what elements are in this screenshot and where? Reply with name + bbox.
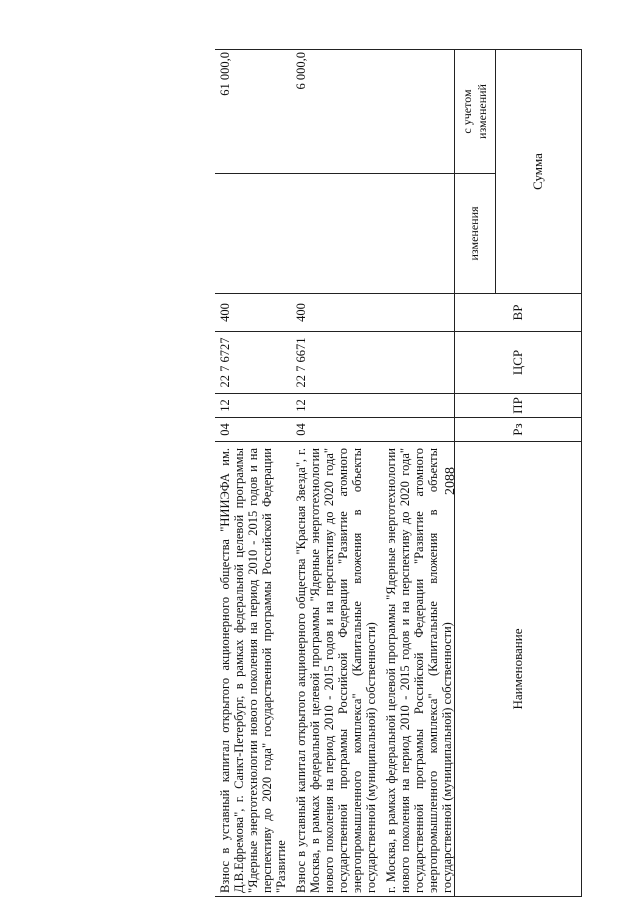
header-csr: ЦСР <box>455 332 582 394</box>
header-with-changes <box>455 50 496 174</box>
row-pr <box>381 394 455 418</box>
row-changes <box>291 174 381 294</box>
header-with-changes-line2: изменений <box>475 84 489 139</box>
row-total <box>381 50 455 174</box>
row-rz: 04 <box>291 418 381 442</box>
row-changes <box>381 174 455 294</box>
row-rz: 04 <box>215 418 291 442</box>
row-csr: 22 7 6727 <box>215 332 291 394</box>
row-name: Взнос в уставный капитал открытого акционерного общества "НИИЭФА им. Д.В.Ефремова", г. Санкт-Петербург, в рамках федеральной целевой программы "Ядерные энерготехнологии нового поколения на период 2010 - 2015 годов и на перспективу до 2020 года" государственной программы Российской Федерации "Развитие <box>215 442 291 897</box>
row-vr: 400 <box>215 294 291 332</box>
row-rz <box>381 418 455 442</box>
row-csr: 22 7 6671 <box>291 332 381 394</box>
row-csr <box>381 332 455 394</box>
row-changes <box>215 174 291 294</box>
page-number: 2088 <box>443 467 458 495</box>
header-pr: ПР <box>455 394 582 418</box>
header-rz: Рз <box>455 418 582 442</box>
row-pr: 12 <box>291 394 381 418</box>
row-pr: 12 <box>215 394 291 418</box>
header-sum: Сумма <box>496 50 582 294</box>
row-name: Взнос в уставный капитал открытого акционерного общества "Красная Звезда", г. Москва, в рамках федеральной целевой программы "Ядерные энерготехнологии нового поколения на период 2010 - 2015 годов и на перспективу до 2020 года" государственной программы Российской Федерации "Развитие атомного энергопромышленного комплекса" (Капитальные вложения в объекты государственной (муниципальной) собственности) <box>291 442 381 897</box>
row-vr <box>381 294 455 332</box>
header-name: Наименование <box>455 442 582 897</box>
row-total: 61 000,0 <box>215 50 291 174</box>
table-row <box>215 50 291 897</box>
header-vr: ВР <box>455 294 582 332</box>
row-vr: 400 <box>291 294 381 332</box>
table-row <box>291 50 381 897</box>
header-with-changes-line1: с учетом <box>460 89 474 134</box>
header-changes: изменения <box>455 174 496 294</box>
table-row <box>381 50 455 897</box>
row-name: г. Москва, в рамках федеральной целевой программы "Ядерные энерготехнологии нового поколения на период 2010 - 2015 годов и на перспективу до 2020 года" государственной программы Российской Федерации "Развитие атомного энергопромышленного комплекса" (Капитальные вложения в объекты государственной (муниципальной) собственности) <box>381 442 455 897</box>
row-total: 6 000,0 <box>291 50 381 174</box>
budget-table <box>215 49 582 897</box>
